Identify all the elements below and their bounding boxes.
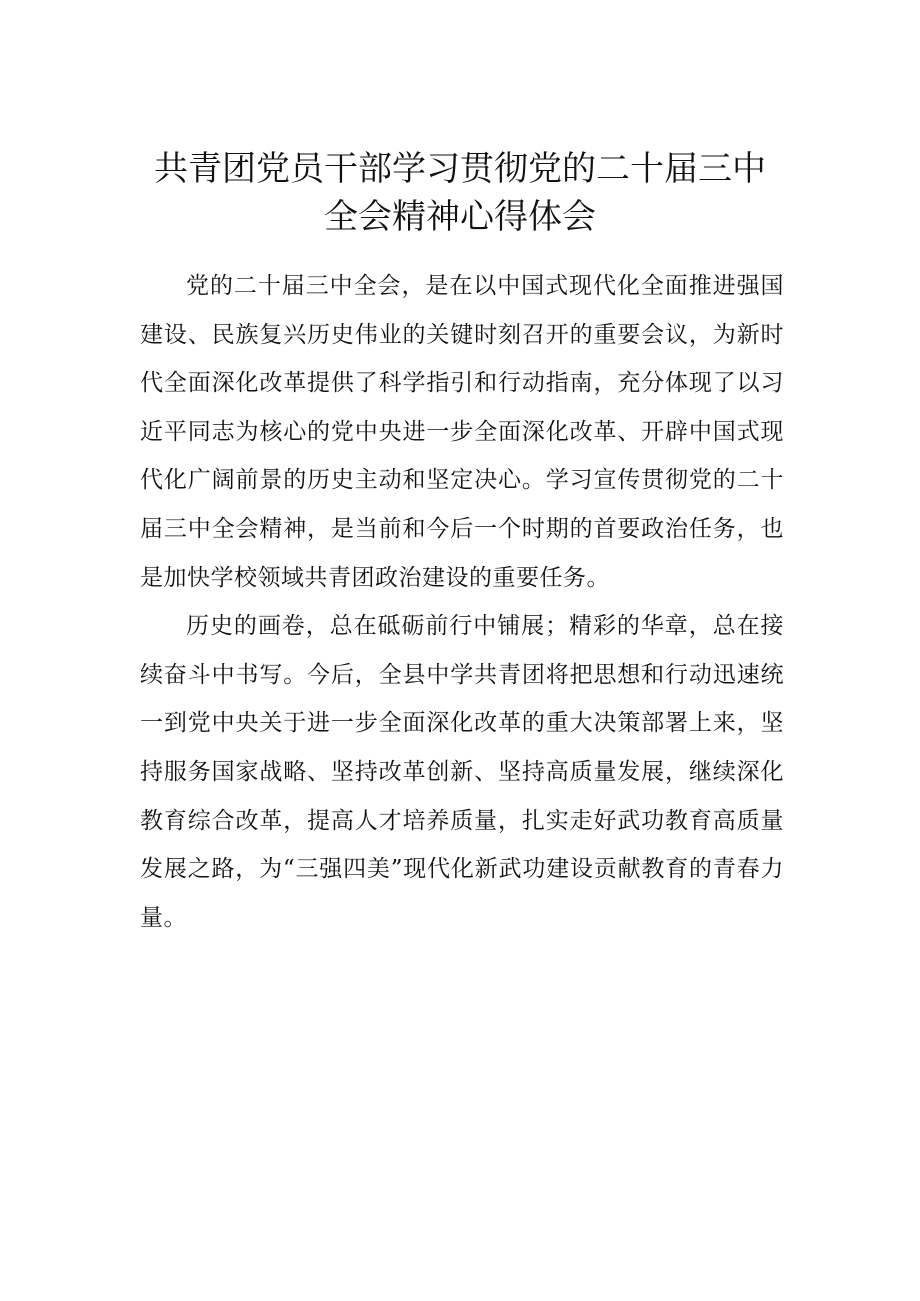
title-line-1: 共青团党员干部学习贯彻党的二十届三中 [154, 149, 766, 189]
document-title [0, 145, 920, 241]
title-line-2: 全会精神心得体会 [324, 197, 596, 237]
document-body [140, 262, 784, 942]
paragraph-1: 党的二十届三中全会，是在以中国式现代化全面推进强国建设、民族复兴历史伟业的关键时刻召开的重要会议，为新时代全面深化改革提供了科学指引和行动指南，充分体现了以习近平同志为核心的党中央进一步全面深化改革、开辟中国式现代化广阔前景的历史主动和坚定决心。学习宣传贯彻党的二十届三中全会精神，是当前和今后一个时期的首要政治任务，也是加快学校领域共青团政治建设的重要任务。 [140, 273, 784, 591]
paragraph-2: 历史的画卷，总在砥砺前行中铺展；精彩的华章，总在接续奋斗中书写。今后，全县中学共青团将把思想和行动迅速统一到党中央关于进一步全面深化改革的重大决策部署上来，坚持服务国家战略、坚持改革创新、坚持高质量发展，继续深化教育综合改革，提高人才培养质量，扎实走好武功教育高质量发展之路，为“三强四美”现代化新武功建设贡献教育的青春力量。 [140, 613, 784, 931]
